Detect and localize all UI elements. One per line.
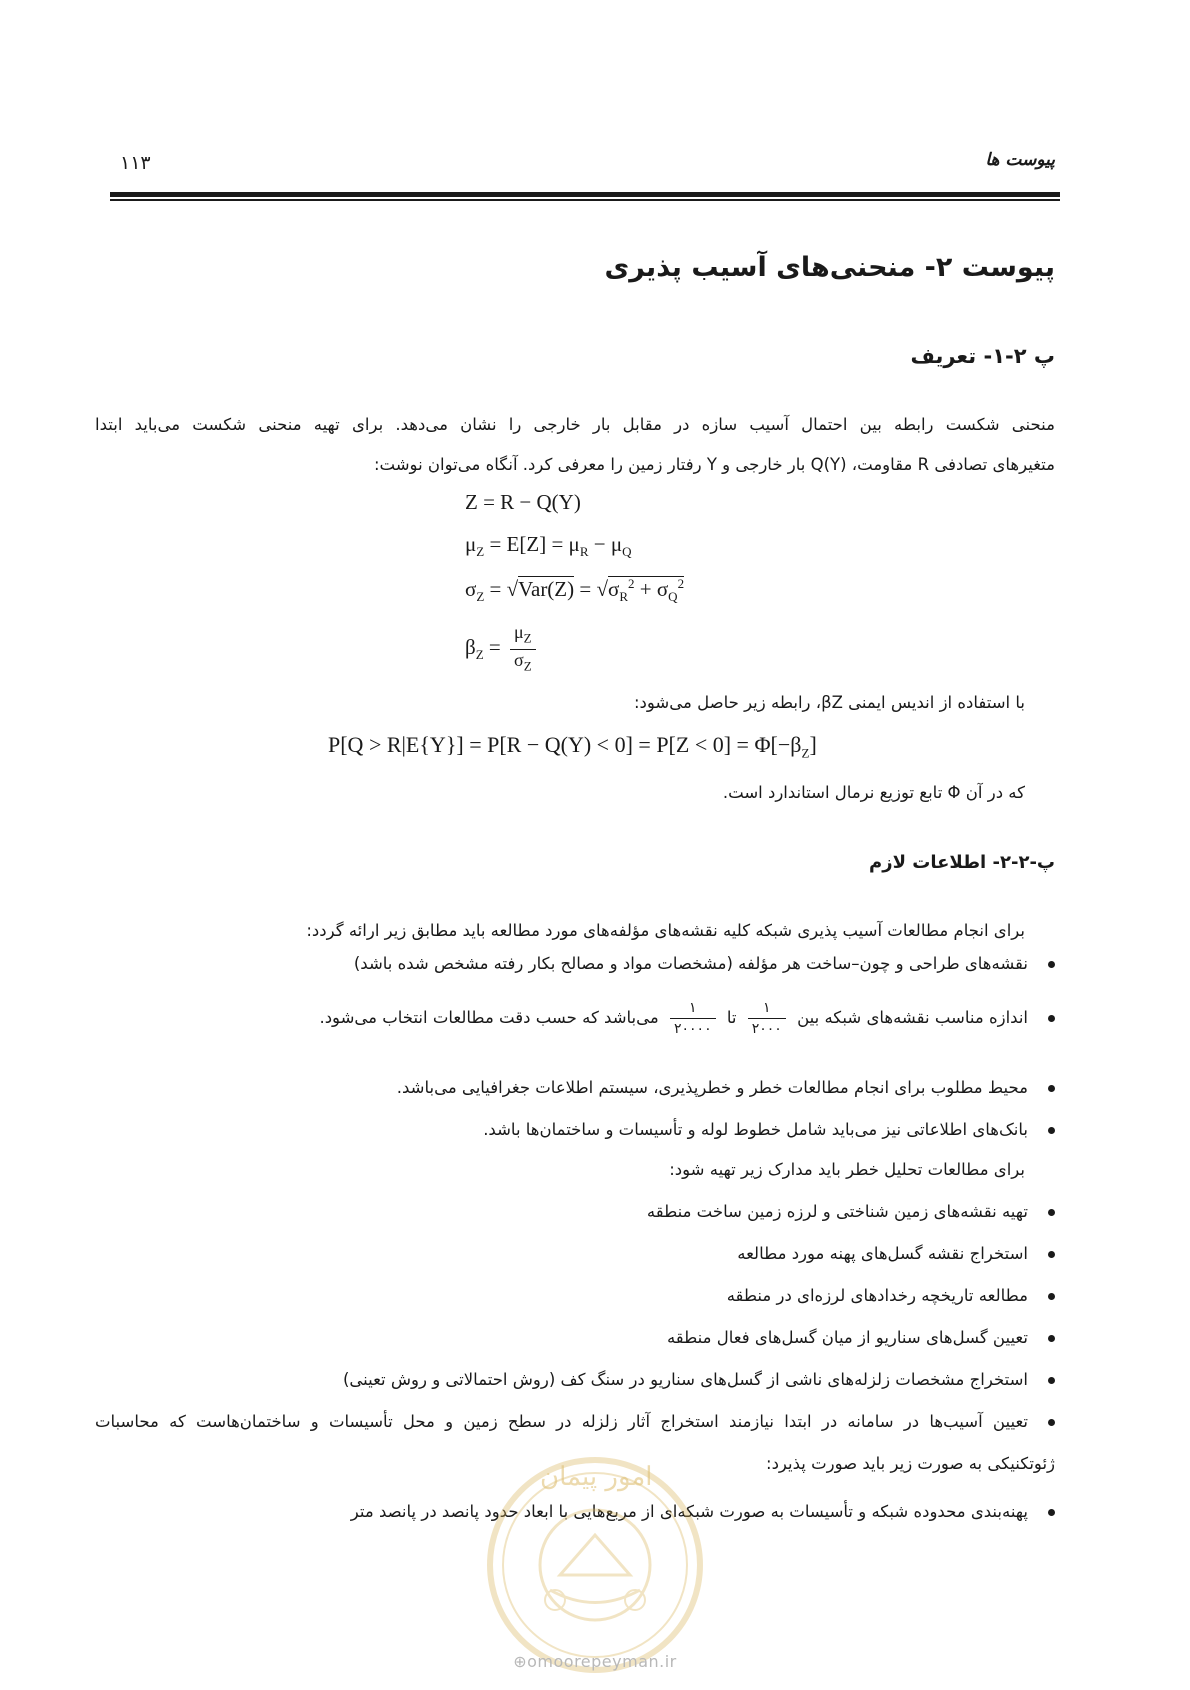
required-info-intro: برای انجام مطالعات آسیب پذیری شبکه کلیه نقشه‌های مؤلفه‌های مورد مطالعه باید مطابق زیر ارائه گردد: — [306, 921, 1025, 940]
list-item-continuation: ژئوتکنیکی به صورت زیر باید صورت پذیرد: — [766, 1454, 1055, 1473]
bullet-icon — [1048, 1251, 1055, 1258]
header-rule-thick — [110, 192, 1060, 197]
bullet-icon — [1048, 1085, 1055, 1092]
fraction-1-2000: $\frac{۱}{۲۰۰۰}$ — [748, 998, 786, 1039]
list-item: اندازه مناسب نقشه‌های شبکه بین $\frac{۱}{۲۰۰۰}$ تا $\frac{۱}{۲۰۰۰۰}$ می‌باشد که حسب دقت مطالعات انتخاب می‌شود. — [319, 998, 1055, 1039]
safety-index-intro: با استفاده از اندیس ایمنی βZ، رابطه زیر حاصل می‌شود: — [634, 693, 1025, 712]
list-item: استخراج نقشه گسل‌های پهنه مورد مطالعه — [737, 1244, 1055, 1263]
bullet-icon — [1048, 961, 1055, 968]
bullet-icon — [1048, 1377, 1055, 1384]
bullet-icon — [1048, 1419, 1055, 1426]
hazard-intro: برای مطالعات تحلیل خطر باید مدارک زیر تهیه شود: — [669, 1160, 1025, 1179]
bullet-icon — [1048, 1015, 1055, 1022]
section-heading-definition: پ ۲-۱- تعریف — [910, 344, 1055, 368]
watermark-emblem-text: امور پیمان — [540, 1462, 653, 1492]
list-item: تعیین آسیب‌ها در سامانه در ابتدا نیازمند استخراج آثار زلزله در سطح زمین و محل تأسیسات و ساختمان‌هاست که محاسبات — [95, 1412, 1055, 1431]
main-probability-equation: $P[Q > R|E\{Y\}] = P[R - Q(Y) < 0] = P[Z < 0] = \Phi[-\beta_Z]$ — [328, 732, 817, 761]
paragraph-line-2: متغیرهای تصادفی R مقاومت، Q(Y) بار خارجی و Y رفتار زمین را معرفی کرد. آنگاه می‌توان نوشت: — [373, 455, 1055, 474]
section-heading-required-info: پ-۲-۲- اطلاعات لازم — [869, 852, 1055, 873]
list-item: تعیین گسل‌های سناریو از میان گسل‌های فعال منطقه — [667, 1328, 1055, 1347]
page-number: ۱۱۳ — [120, 152, 151, 174]
equation-mu: $\mu_Z = E[Z] = \mu_R - \mu_Q$ — [465, 532, 632, 560]
paragraph-line-1: منحنی شکست رابطه بین احتمال آسیب سازه در مقابل بار خارجی را نشان می‌دهد. برای تهیه منحنی شکست می‌باید ابتدا — [95, 415, 1055, 434]
running-header-title: پیوست ها — [985, 150, 1055, 170]
phi-explanation: که در آن Φ تابع توزیع نرمال استاندارد است. — [722, 783, 1025, 802]
header-rule-thin — [110, 199, 1060, 201]
equation-sigma: $\sigma_Z = √Var(Z) = √\sigma_R^2 + \sigma_Q^2$ — [465, 576, 685, 605]
appendix-title: پیوست ۲- منحنی‌های آسیب پذیری — [604, 252, 1055, 283]
bullet-icon — [1048, 1509, 1055, 1516]
fraction-1-20000: $\frac{۱}{۲۰۰۰۰}$ — [670, 998, 716, 1039]
list-item: بانک‌های اطلاعاتی نیز می‌باید شامل خطوط لوله و تأسیسات و ساختمان‌ها باشد. — [483, 1120, 1055, 1139]
list-item: تهیه نقشه‌های زمین شناختی و لرزه زمین ساخت منطقه — [647, 1202, 1055, 1221]
list-item: استخراج مشخصات زلزله‌های ناشی از گسل‌های سناریو در سنگ کف (روش احتمالاتی و روش تعینی) — [343, 1370, 1055, 1389]
bullet-icon — [1048, 1293, 1055, 1300]
list-item: محیط مطلوب برای انجام مطالعات خطر و خطرپذیری، سیستم اطلاعات جغرافیایی می‌باشد. — [397, 1078, 1055, 1097]
bullet-icon — [1048, 1335, 1055, 1342]
equation-beta: $\beta_Z$ = $\frac{\mu_Z}{\sigma_Z}$ — [465, 622, 542, 676]
equation-z: Z = R − Q(Y) — [465, 490, 581, 514]
watermark-url: ⊕omoorepeyman.ir — [513, 1652, 677, 1671]
bullet-icon — [1048, 1209, 1055, 1216]
bullet-icon — [1048, 1127, 1055, 1134]
list-item: پهنه‌بندی محدوده شبکه و تأسیسات به صورت شبکه‌ای از مربع‌هایی با ابعاد حدود پانصد در پانصد متر — [351, 1502, 1055, 1521]
watermark-globe-icon: ⊕ — [513, 1652, 528, 1671]
list-item: مطالعه تاریخچه رخدادهای لرزه‌ای در منطقه — [727, 1286, 1055, 1305]
list-item: نقشه‌های طراحی و چون–ساخت هر مؤلفه (مشخصات مواد و مصالح بکار رفته مشخص شده باشد) — [354, 954, 1055, 973]
